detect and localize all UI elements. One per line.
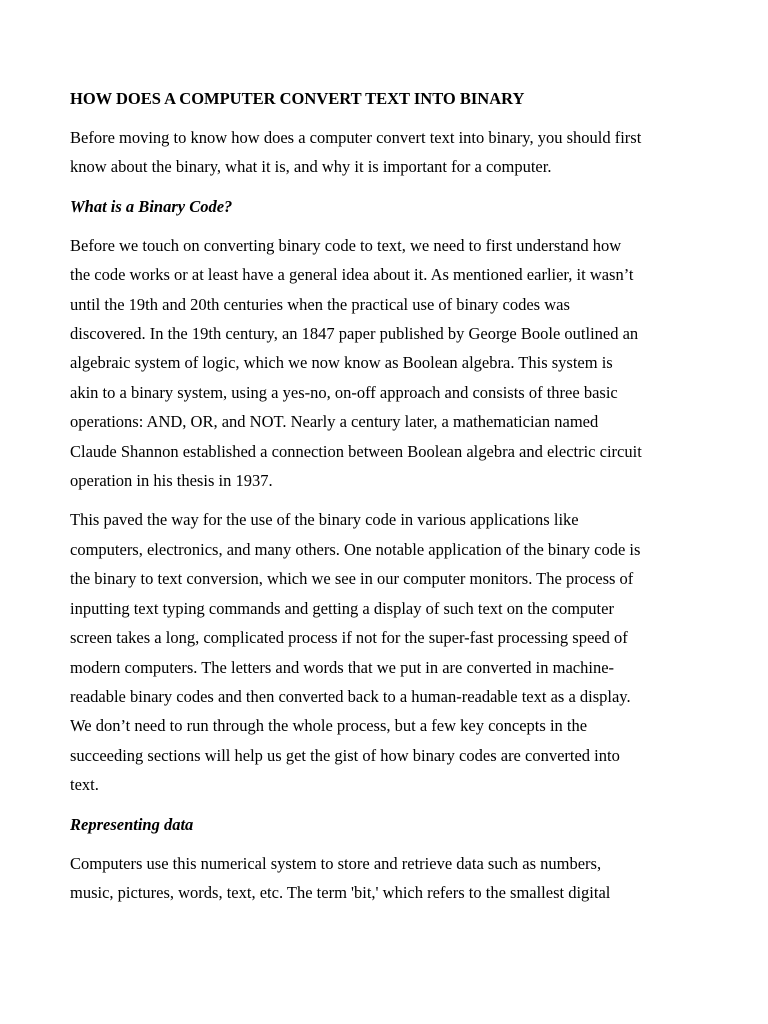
text-line: text.: [70, 775, 99, 795]
text-line: until the 19th and 20th centuries when the practical use of binary codes was: [70, 294, 570, 314]
binary-code-paragraph-1: [70, 231, 710, 496]
binary-code-paragraph-2: [70, 505, 710, 799]
text-line: We don’t need to run through the whole process, but a few key concepts in the: [70, 716, 588, 736]
text-line: This paved the way for the use of the binary code in various applications like: [70, 510, 579, 530]
text-line: readable binary codes and then converted back to a human-readable text as a display.: [70, 686, 631, 706]
text-line: Claude Shannon established a connection between Boolean algebra and electric circuit: [70, 441, 642, 461]
text-line: operation in his thesis in 1937.: [70, 471, 273, 491]
text-line: modern computers. The letters and words that we put in are converted in machine-: [70, 657, 615, 677]
text-line: know about the binary, what it is, and why it is important for a computer.: [70, 157, 552, 177]
text-line: discovered. In the 19th century, an 1847 paper published by George Boole outlined an: [70, 324, 639, 344]
text-line: succeeding sections will help us get the gist of how binary codes are converted into: [70, 745, 620, 765]
representing-data-paragraph: [70, 849, 710, 908]
document-body: [70, 84, 710, 917]
intro-paragraph: [70, 123, 710, 182]
text-line: inputting text typing commands and getting a display of such text on the computer: [70, 598, 614, 618]
text-line: music, pictures, words, text, etc. The term 'bit,' which refers to the smallest digital: [70, 882, 611, 902]
text-line: algebraic system of logic, which we now know as Boolean algebra. This system is: [70, 353, 613, 373]
document-title: HOW DOES A COMPUTER CONVERT TEXT INTO BINARY: [70, 89, 525, 108]
section-heading-binary-code: What is a Binary Code?: [70, 196, 233, 216]
text-line: akin to a binary system, using a yes-no, on-off approach and consists of three basic: [70, 382, 618, 402]
text-line: Before moving to know how does a computer convert text into binary, you should first: [70, 128, 642, 147]
text-line: computers, electronics, and many others. One notable application of the binary code is: [70, 539, 641, 559]
text-line: Computers use this numerical system to store and retrieve data such as numbers,: [70, 853, 602, 873]
text-line: Before we touch on converting binary code to text, we need to first understand how: [70, 235, 622, 255]
text-line: the code works or at least have a general idea about it. As mentioned earlier, it wasn’t: [70, 265, 634, 285]
text-line: screen takes a long, complicated process if not for the super-fast processing speed of: [70, 628, 628, 648]
text-line: the binary to text conversion, which we see in our computer monitors. The process of: [70, 569, 634, 589]
section-heading-representing-data: Representing data: [70, 814, 194, 834]
text-line: operations: AND, OR, and NOT. Nearly a century later, a mathematician named: [70, 412, 599, 432]
